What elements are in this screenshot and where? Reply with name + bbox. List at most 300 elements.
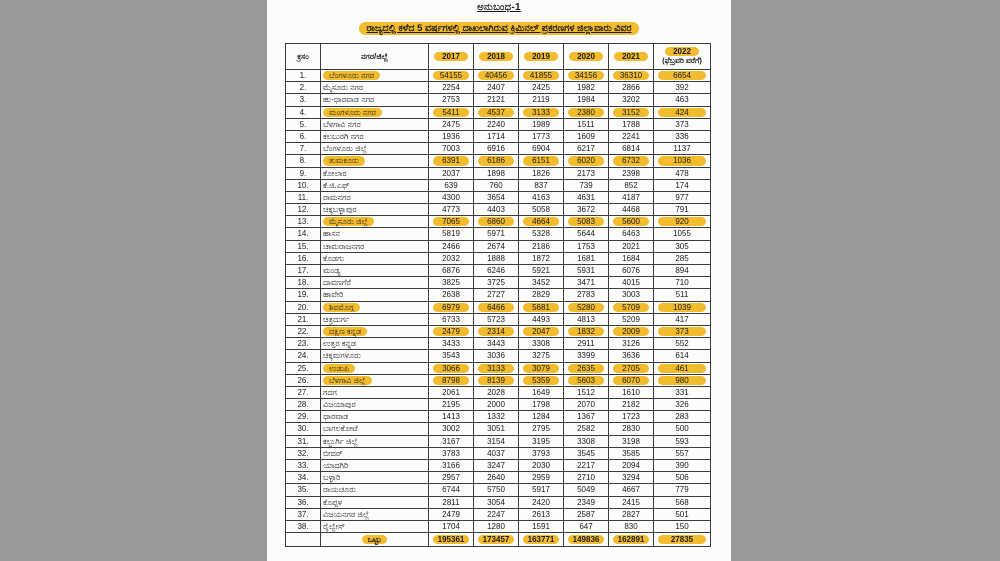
- total-case-count: 163771: [523, 535, 560, 544]
- case-count: 1684: [622, 253, 640, 263]
- cell-sl-no: 25.: [286, 362, 321, 374]
- cell-case-count: [519, 435, 564, 447]
- cell-case-count: [609, 472, 654, 484]
- cell-case-count: [429, 460, 474, 472]
- cell-case-count: [654, 484, 711, 496]
- district-name: ಮೈಸೂರು ನಗರ: [323, 83, 364, 93]
- cell-case-count: [519, 82, 564, 94]
- cell-case-count: [654, 325, 711, 337]
- district-name: ಮಂಗಳೂರು ನಗರ: [323, 108, 382, 117]
- case-count: 2727: [487, 290, 505, 300]
- cell-sl-no: 33.: [286, 460, 321, 472]
- cell-case-count: [519, 374, 564, 386]
- case-count: 2638: [442, 290, 460, 300]
- cell-sl-no: 31.: [286, 435, 321, 447]
- case-count: 2061: [442, 387, 460, 397]
- cell-district: [321, 423, 429, 435]
- case-count: 2241: [622, 131, 640, 141]
- case-count: 2030: [532, 461, 550, 470]
- case-count: 1609: [577, 131, 595, 141]
- cell-case-count: [429, 191, 474, 203]
- cell-district: [321, 362, 429, 374]
- cell-district: [321, 460, 429, 472]
- case-count: 2753: [442, 95, 460, 105]
- cell-case-count: [564, 82, 609, 94]
- cell-case-count: [654, 228, 711, 240]
- district-name: ಕಲಬುರಗಿ ನಗರ: [323, 131, 364, 141]
- table-row: [286, 508, 711, 520]
- cell-district: [321, 143, 429, 155]
- total-case-count: 149836: [568, 535, 605, 544]
- cell-case-count: [654, 411, 711, 423]
- cell-case-count: [429, 362, 474, 374]
- cell-case-count: [609, 386, 654, 398]
- cell-case-count: [564, 386, 609, 398]
- cell-case-count: [609, 362, 654, 374]
- cell-case-count: [429, 350, 474, 362]
- case-count: 3003: [622, 290, 640, 300]
- table-row: [286, 143, 711, 155]
- page-subtitle: ರಾಜ್ಯದಲ್ಲಿ ಕಳೆದ 5 ವರ್ಷಗಳಲ್ಲಿ ದಾಖಲಾಗಿರುವ ಕ್ರಿಮಿನಲ್ ಪ್ರಕರಣಗಳ ಜಿಲ್ಲಾವಾರು ವಿವರ: [359, 22, 638, 35]
- cell-case-count: [474, 338, 519, 350]
- case-count: 417: [675, 314, 689, 324]
- cell-case-count: [519, 277, 564, 289]
- case-count: 2398: [622, 168, 640, 178]
- table-row: [286, 265, 711, 277]
- cell-district: [321, 374, 429, 386]
- case-count: 2830: [622, 424, 640, 434]
- case-count: 2425: [532, 83, 550, 93]
- cell-case-count: [519, 362, 564, 374]
- table-footer: [286, 533, 711, 547]
- case-count: 2829: [532, 290, 550, 300]
- case-count: 511: [675, 290, 689, 300]
- cell-district: [321, 204, 429, 216]
- table-row: [286, 167, 711, 179]
- cell-case-count: [564, 143, 609, 155]
- case-count: 2247: [487, 509, 505, 519]
- cell-case-count: [519, 496, 564, 508]
- case-count: 639: [444, 180, 458, 190]
- cell-case-count: [474, 167, 519, 179]
- cell-case-count: [519, 106, 564, 118]
- cell-case-count: [564, 216, 609, 228]
- cell-case-count: [474, 447, 519, 459]
- case-count: 3725: [487, 278, 505, 288]
- case-count: 150: [675, 521, 689, 531]
- cell-case-count: [564, 423, 609, 435]
- case-count: 174: [675, 180, 689, 190]
- cell-case-count: [474, 484, 519, 496]
- case-count: 34156: [568, 71, 605, 80]
- case-count: 5359: [523, 376, 560, 385]
- total-value-cell: [564, 533, 609, 547]
- case-count: 1936: [442, 131, 460, 141]
- case-count: 5411: [433, 108, 470, 117]
- case-count: 2710: [577, 473, 595, 483]
- case-count: 5603: [568, 376, 605, 385]
- cell-case-count: [564, 313, 609, 325]
- case-count: 2795: [532, 424, 550, 434]
- cell-case-count: [429, 252, 474, 264]
- case-count: 1512: [577, 387, 595, 397]
- total-value-cell: [429, 533, 474, 547]
- document-page: [267, 0, 731, 561]
- case-count: 3202: [622, 95, 640, 105]
- header-sl-no: ಕ್ರಸಂ: [286, 44, 321, 70]
- cell-district: [321, 411, 429, 423]
- cell-case-count: [474, 191, 519, 203]
- cell-case-count: [609, 228, 654, 240]
- cell-case-count: [609, 508, 654, 520]
- district-name: ರಾಮನಗರ: [323, 192, 351, 202]
- header-district: ನಗರ/ಜಿಲ್ಲೆ: [321, 44, 429, 70]
- case-count: 2028: [487, 387, 505, 397]
- district-name: ಮೈಸೂರು ಜಿಲ್ಲೆ: [323, 217, 374, 226]
- case-count: 1036: [658, 156, 706, 165]
- cell-case-count: [654, 82, 711, 94]
- case-count: 2217: [577, 461, 595, 470]
- case-count: 1413: [442, 412, 460, 422]
- case-count: 2009: [613, 327, 650, 336]
- cell-case-count: [654, 191, 711, 203]
- district-name: ಚಿಕ್ಕಮಗಳೂರು: [323, 351, 361, 361]
- cell-case-count: [429, 167, 474, 179]
- cell-district: [321, 338, 429, 350]
- cell-case-count: [519, 423, 564, 435]
- cell-case-count: [429, 411, 474, 423]
- cell-case-count: [654, 374, 711, 386]
- case-count: 2705: [613, 364, 650, 373]
- cell-case-count: [609, 435, 654, 447]
- cell-sl-no: 1.: [286, 70, 321, 82]
- cell-case-count: [564, 167, 609, 179]
- cell-sl-no: 24.: [286, 350, 321, 362]
- cell-case-count: [519, 240, 564, 252]
- case-count: 2613: [532, 509, 550, 519]
- case-count: 3443: [487, 339, 505, 349]
- cell-case-count: [429, 520, 474, 532]
- district-name: ಬೆಳಗಾವಿ ನಗರ: [323, 119, 361, 129]
- case-count: 3195: [532, 436, 550, 446]
- cell-case-count: [519, 130, 564, 142]
- cell-case-count: [609, 484, 654, 496]
- district-name: ಕೊಡಗು: [323, 253, 344, 263]
- table-row: [286, 325, 711, 337]
- cell-case-count: [429, 240, 474, 252]
- header-year-2021: 2021: [609, 44, 654, 70]
- cell-case-count: [564, 204, 609, 216]
- case-count: 5819: [442, 229, 460, 239]
- case-count: 5709: [613, 303, 650, 312]
- case-count: 336: [675, 131, 689, 141]
- cell-case-count: [609, 94, 654, 106]
- cell-case-count: [474, 204, 519, 216]
- cell-case-count: [564, 460, 609, 472]
- district-name: ಗದಗ: [323, 387, 337, 397]
- case-count: 1280: [487, 521, 505, 531]
- case-count: 6020: [568, 156, 605, 165]
- cell-sl-no: 16.: [286, 252, 321, 264]
- case-count: 1284: [532, 412, 550, 422]
- cell-case-count: [519, 484, 564, 496]
- district-name: ಕಲ್ಬುರ್ಗಿ ಜಿಲ್ಲೆ: [323, 436, 358, 446]
- case-count: 2475: [442, 119, 460, 129]
- cell-sl-no: 27.: [286, 386, 321, 398]
- case-count: 552: [675, 339, 689, 349]
- cell-sl-no: 3.: [286, 94, 321, 106]
- case-count: 5917: [532, 485, 550, 495]
- cell-case-count: [564, 70, 609, 82]
- table-row: [286, 191, 711, 203]
- case-count: 2254: [442, 83, 460, 93]
- case-count: 6070: [613, 376, 650, 385]
- cell-case-count: [564, 179, 609, 191]
- case-count: 6744: [442, 485, 460, 495]
- case-count: 1714: [487, 131, 505, 141]
- cell-case-count: [474, 106, 519, 118]
- cell-case-count: [654, 496, 711, 508]
- case-count: 3672: [577, 205, 595, 215]
- cell-district: [321, 350, 429, 362]
- cell-case-count: [474, 228, 519, 240]
- cell-case-count: [474, 362, 519, 374]
- header-year-2017: 2017: [429, 44, 474, 70]
- cell-case-count: [429, 94, 474, 106]
- cell-sl-no: 5.: [286, 118, 321, 130]
- case-count: 2674: [487, 241, 505, 251]
- case-count: 557: [675, 448, 689, 458]
- cell-case-count: [519, 204, 564, 216]
- case-count: 2186: [532, 241, 550, 251]
- cell-case-count: [429, 155, 474, 167]
- case-count: 8139: [478, 376, 515, 385]
- header-year-2018: 2018: [474, 44, 519, 70]
- district-name: ಉತ್ತರ ಕನ್ನಡ: [323, 339, 357, 349]
- case-count: 1872: [532, 253, 550, 263]
- cell-sl-no: 2.: [286, 82, 321, 94]
- case-count: 852: [624, 180, 638, 190]
- case-count: 1982: [577, 83, 595, 93]
- cell-case-count: [429, 179, 474, 191]
- cell-case-count: [519, 472, 564, 484]
- table-row: [286, 216, 711, 228]
- cell-sl-no: 32.: [286, 447, 321, 459]
- case-count: 3636: [622, 351, 640, 361]
- cell-case-count: [519, 338, 564, 350]
- case-count: 2182: [622, 400, 640, 410]
- header-year-2020: 2020: [564, 44, 609, 70]
- cell-case-count: [564, 130, 609, 142]
- cell-case-count: [474, 399, 519, 411]
- case-count: 791: [675, 205, 689, 215]
- district-name: ಉಡುಪಿ: [323, 364, 355, 373]
- cell-case-count: [564, 411, 609, 423]
- cell-case-count: [519, 118, 564, 130]
- district-name: ದಕ್ಷಿಣ ಕನ್ನಡ: [323, 327, 367, 336]
- cell-case-count: [429, 301, 474, 313]
- cell-case-count: [609, 374, 654, 386]
- cell-case-count: [654, 399, 711, 411]
- cell-case-count: [474, 216, 519, 228]
- case-count: 4667: [622, 485, 640, 495]
- district-name: ಕೋಲಾರ: [323, 168, 347, 178]
- cell-district: [321, 118, 429, 130]
- cell-case-count: [519, 252, 564, 264]
- cell-case-count: [654, 252, 711, 264]
- case-count: 3002: [442, 424, 460, 434]
- cell-case-count: [609, 496, 654, 508]
- case-count: 40456: [478, 71, 515, 80]
- district-name: ಶಿವಮೊಗ್ಗ: [323, 303, 360, 312]
- table-row: [286, 130, 711, 142]
- cell-case-count: [654, 216, 711, 228]
- table-row: [286, 374, 711, 386]
- table-row: [286, 240, 711, 252]
- table-row: [286, 228, 711, 240]
- cell-sl-no: 21.: [286, 313, 321, 325]
- table-row: [286, 520, 711, 532]
- cell-case-count: [654, 94, 711, 106]
- cell-district: [321, 301, 429, 313]
- case-count: 41855: [523, 71, 560, 80]
- cell-district: [321, 155, 429, 167]
- district-name: ರಾಯಚೂರು: [323, 485, 356, 495]
- case-count: 1137: [673, 144, 691, 154]
- total-row: [286, 533, 711, 547]
- case-count: 3783: [442, 448, 460, 458]
- cell-case-count: [474, 325, 519, 337]
- cell-case-count: [429, 143, 474, 155]
- cell-case-count: [564, 350, 609, 362]
- cell-case-count: [609, 277, 654, 289]
- cell-case-count: [474, 301, 519, 313]
- case-count: 3054: [487, 497, 505, 507]
- cell-case-count: [474, 496, 519, 508]
- case-count: 1591: [532, 521, 550, 531]
- district-name: ವಿಜಯನಗರ ಜಿಲ್ಲೆ: [323, 509, 370, 519]
- case-count: 6151: [523, 156, 560, 165]
- cell-sl-no: 6.: [286, 130, 321, 142]
- case-count: 3152: [613, 108, 650, 117]
- cell-case-count: [519, 447, 564, 459]
- table-row: [286, 472, 711, 484]
- district-name: ತುಮಕೂರು: [323, 156, 365, 165]
- cell-case-count: [519, 325, 564, 337]
- district-name: ಧಾರವಾಡ: [323, 412, 349, 422]
- case-count: 2000: [487, 400, 505, 410]
- cell-case-count: [564, 472, 609, 484]
- case-count: 4403: [487, 205, 505, 215]
- case-count: 1332: [487, 412, 505, 422]
- case-count: 5681: [523, 303, 560, 312]
- case-count: 6463: [622, 229, 640, 239]
- cell-case-count: [564, 265, 609, 277]
- cell-case-count: [429, 216, 474, 228]
- district-name: ಚಾಮರಾಜನಗರ: [323, 241, 365, 251]
- total-case-count: 173457: [478, 535, 515, 544]
- case-count: 3247: [487, 461, 505, 470]
- cell-case-count: [654, 155, 711, 167]
- case-count: 2380: [568, 108, 605, 117]
- cell-case-count: [429, 386, 474, 398]
- cell-case-count: [519, 216, 564, 228]
- table-row: [286, 484, 711, 496]
- cell-district: [321, 508, 429, 520]
- cell-case-count: [519, 520, 564, 532]
- cell-case-count: [654, 301, 711, 313]
- district-name: ಹು-ಧಾರವಾಡ ನಗರ: [323, 95, 375, 105]
- cell-case-count: [474, 130, 519, 142]
- cell-case-count: [564, 374, 609, 386]
- cell-case-count: [564, 508, 609, 520]
- cell-case-count: [474, 155, 519, 167]
- district-name: ಬಳ್ಳಾರಿ: [323, 473, 341, 483]
- district-name: ಚಿತ್ರದುರ್ಗ: [323, 314, 350, 324]
- case-count: 2415: [622, 497, 640, 507]
- cell-sl-no: 18.: [286, 277, 321, 289]
- cell-case-count: [474, 374, 519, 386]
- case-count: 463: [675, 95, 689, 105]
- cell-case-count: [564, 252, 609, 264]
- case-count: 3133: [478, 364, 515, 373]
- case-count: 4015: [622, 278, 640, 288]
- cell-case-count: [474, 118, 519, 130]
- case-count: 614: [675, 351, 689, 361]
- case-count: 1888: [487, 253, 505, 263]
- header-year-2022: 2022 (ಫೆಬ್ರವರಿ ವರೆಗೆ): [654, 44, 711, 70]
- cell-case-count: [609, 520, 654, 532]
- cell-case-count: [519, 399, 564, 411]
- case-count: 3198: [622, 436, 640, 446]
- cell-district: [321, 289, 429, 301]
- cell-case-count: [654, 70, 711, 82]
- case-count: 4773: [442, 205, 460, 215]
- cell-case-count: [429, 277, 474, 289]
- cell-case-count: [474, 179, 519, 191]
- case-count: 54155: [433, 71, 470, 80]
- case-count: 4664: [523, 217, 560, 226]
- case-count: 305: [675, 241, 689, 251]
- cell-case-count: [474, 435, 519, 447]
- cell-district: [321, 252, 429, 264]
- cell-case-count: [609, 338, 654, 350]
- cell-sl-no: 22.: [286, 325, 321, 337]
- case-count: 3066: [433, 364, 470, 373]
- cell-case-count: [474, 277, 519, 289]
- cell-district: [321, 277, 429, 289]
- cell-case-count: [429, 82, 474, 94]
- case-count: 3133: [523, 108, 560, 117]
- case-count: 3036: [487, 351, 505, 361]
- case-count: 3079: [523, 364, 560, 373]
- cell-case-count: [429, 118, 474, 130]
- case-count: 1798: [532, 400, 550, 410]
- case-count: 2811: [442, 497, 460, 507]
- case-count: 6979: [433, 303, 470, 312]
- cell-case-count: [609, 411, 654, 423]
- case-count: 2094: [622, 461, 640, 470]
- case-count: 3543: [442, 351, 460, 361]
- case-count: 1984: [577, 95, 595, 105]
- case-count: 3471: [577, 278, 595, 288]
- case-count: 3294: [622, 473, 640, 483]
- cases-table: [285, 43, 711, 547]
- cell-case-count: [609, 252, 654, 264]
- cell-district: [321, 386, 429, 398]
- cell-case-count: [609, 447, 654, 459]
- cell-case-count: [609, 265, 654, 277]
